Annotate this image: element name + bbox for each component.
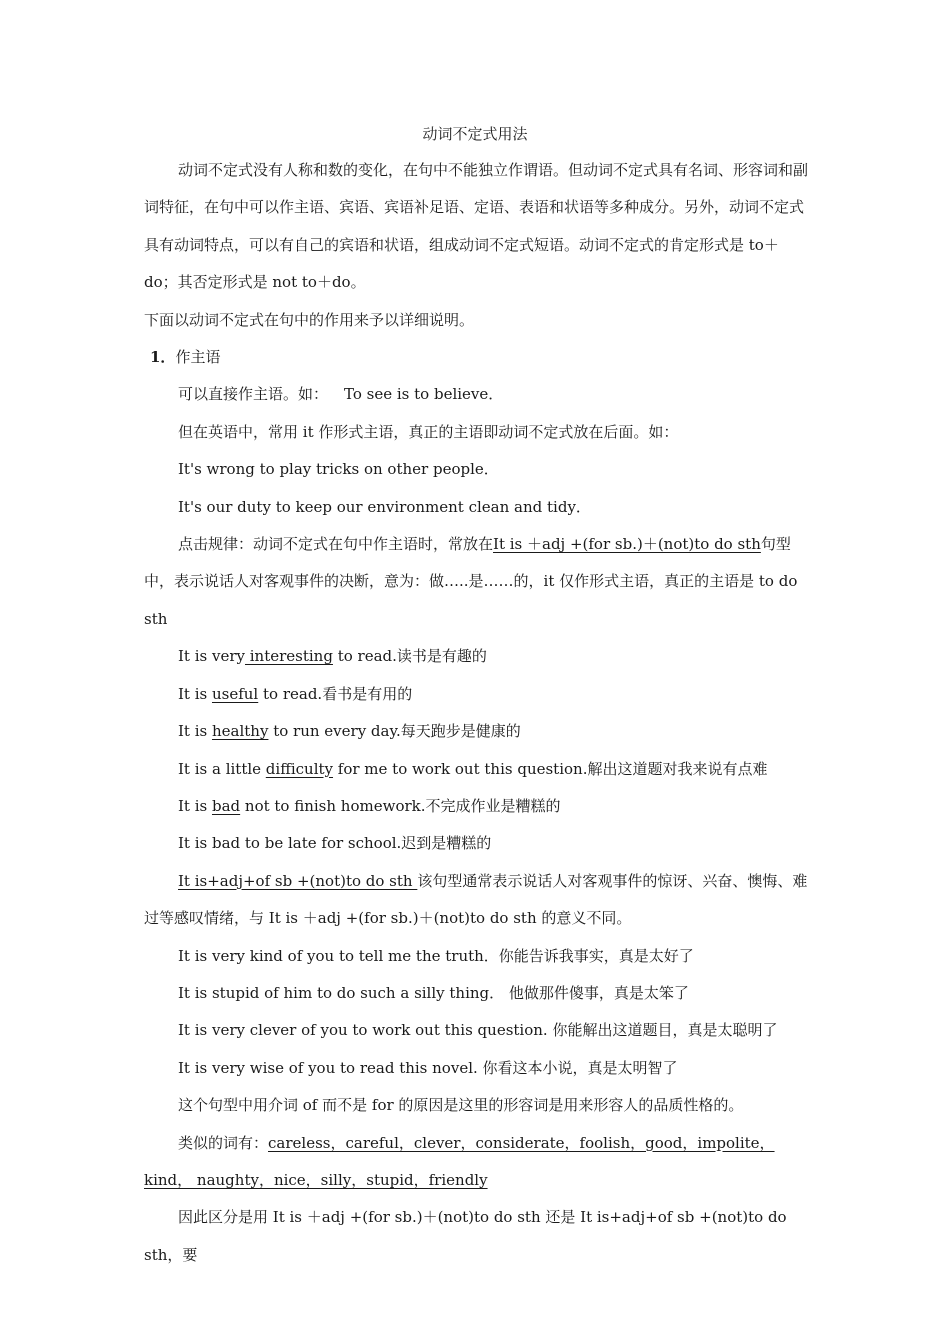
document-title: 动词不定式用法 [422, 125, 528, 143]
late-example: It is bad to be late for school.迟到是糟糕的 [178, 834, 492, 853]
example-text: It is [178, 722, 212, 741]
underlined-adjective: difficulty [265, 759, 334, 778]
underlined-adjective: interesting [244, 647, 333, 666]
example-text: It is very [178, 647, 245, 666]
of-rule-text: 该句型通常表示说话人对客观事件的惊讶、兴奋、懊悔、难过等感叹情绪，与 It is ＋adj +(for sb.)＋(not)to do sth 的意义不同。 [144, 871, 808, 928]
example-text: It is [178, 684, 212, 703]
example-text: to read.看书是有用的 [258, 684, 413, 703]
document-body [144, 152, 808, 1274]
of-example: It is very kind of you to tell me the truth．你能告诉我事实，真是太好了 [178, 946, 694, 965]
example-text: to read.读书是有趣的 [332, 647, 487, 666]
similar-words-paragraph [144, 1125, 808, 1200]
example-text: not to finish homework.不完成作业是糟糕的 [240, 796, 561, 815]
underlined-adjective: healthy [211, 722, 269, 741]
example-text: It is [178, 796, 212, 815]
underlined-adjective: useful [211, 684, 259, 703]
section-heading [144, 339, 808, 376]
of-rule-paragraph [144, 863, 808, 938]
example-text: for me to work out this question.解出这道题对我来说有点难 [333, 759, 768, 778]
of-example: It is very clever of you to work out this question. 你能解出这道题目，真是太聪明了 [178, 1021, 778, 1040]
section-number: 1． [150, 348, 176, 367]
note-paragraph: 这个句型中用介词 of 而不是 for 的原因是这里的形容词是用来形容人的品质性格的。 [178, 1096, 744, 1115]
rule-pattern: It is ＋adj +(for sb.)＋(not)to do sth [493, 535, 761, 554]
of-example: It is very wise of you to read this novel. 你看这本小说，真是太明智了 [178, 1058, 678, 1077]
section-heading-text: 作主语 [175, 348, 221, 367]
direct-subject-line [144, 376, 808, 413]
adjective-example [144, 676, 808, 713]
example-sentence: It's wrong to play tricks on other people． [178, 460, 499, 479]
direct-subject-text: 可以直接作主语。如： [178, 385, 329, 404]
example-sentence: It's our duty to keep our environment clean and tidy． [178, 497, 591, 516]
final-paragraph: 因此区分是用 It is ＋adj +(for sb.)＋(not)to do sth 还是 It is+adj+of sb +(not)to do sth，要 [144, 1208, 787, 1264]
lead-paragraph: 下面以动词不定式在句中的作用来予以详细说明。 [144, 310, 475, 329]
similar-words-list: careless，careful，clever，considerate，foolish，good，impolite，kind， naughty，nice，silly，stupid，friendly [144, 1133, 775, 1189]
intro-paragraph: 动词不定式没有人称和数的变化，在句中不能独立作谓语。但动词不定式具有名词、形容词和副词特征，在句中可以作主语、宾语、宾语补足语、定语、表语和状语等多种成分。另外，动词不定式具有动词特点，可以有自己的宾语和状语，组成动词不定式短语。动词不定式的肯定形式是 to＋do；其否定形式是 not to＋do。 [144, 161, 809, 292]
rule-paragraph [144, 526, 808, 638]
adjective-example [144, 751, 808, 788]
of-rule-pattern: It is+adj+of sb +(not)to do sth [178, 871, 418, 890]
similar-words-label: 类似的词有： [178, 1133, 269, 1152]
direct-subject-example: To see is to believe． [344, 385, 504, 404]
example-text: to run every day.每天跑步是健康的 [268, 722, 521, 741]
of-example: It is stupid of him to do such a silly thing． 他做那件傻事，真是太笨了 [178, 983, 689, 1002]
underlined-adjective: bad [211, 796, 241, 815]
adjective-example [144, 713, 808, 750]
adjective-example [144, 788, 808, 825]
rule-prefix: 点击规律：动词不定式在句中作主语时，常放在 [178, 535, 494, 554]
formal-subject-paragraph: 但在英语中，常用 it 作形式主语，真正的主语即动词不定式放在后面。如： [178, 422, 679, 441]
adjective-example [144, 638, 808, 675]
rule-suffix: 句型中，表示说话人对客观事件的决断，意为：做…..是……的，it 仅作形式主语，真正的主语是 to do sth [144, 535, 798, 628]
example-text: It is a little [178, 759, 266, 778]
